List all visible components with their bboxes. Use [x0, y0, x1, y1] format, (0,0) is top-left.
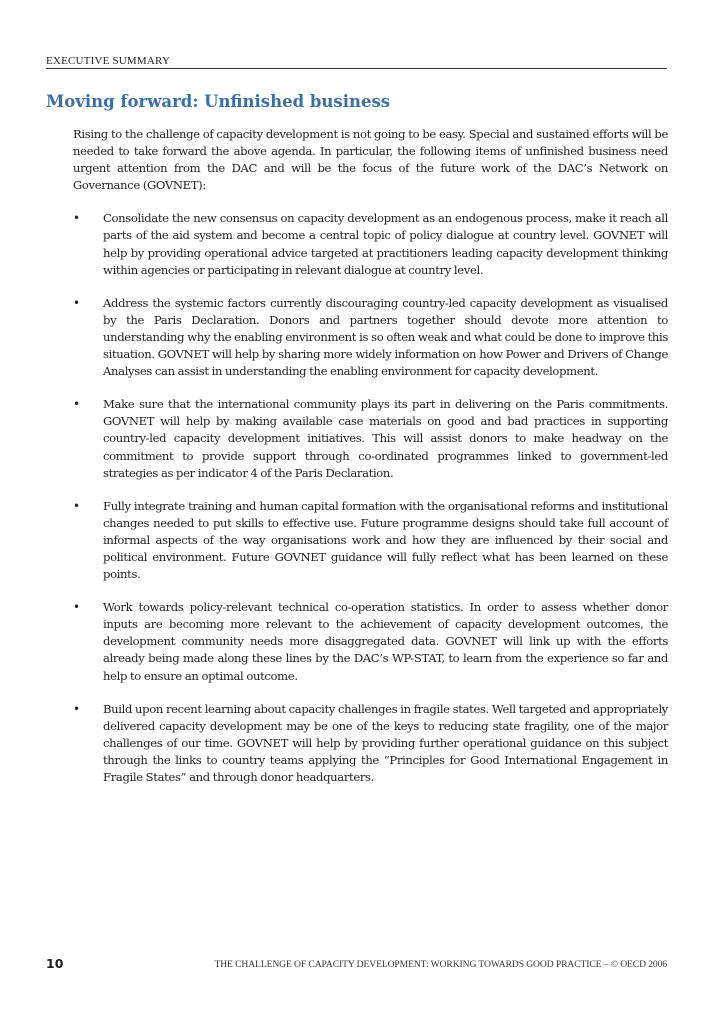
intro-paragraph: Rising to the challenge of capacity development is not going to be easy. Special and sustained efforts will be needed to take forward the above agenda. In particular, the following items of unfinished business need urgent attention from the DAC and will be the focus of the future work of the DAC’s Network on Governance (GOVNET): [73, 127, 668, 193]
bullet-text: Fully integrate training and human capital formation with the organisational reforms and institutional changes needed to put skills to effective use. Future programme designs should take full account of informal aspects of the way organisations work and how they are influenced by their social and political environment. Future GOVNET guidance will fully reflect what has been learned on these points. [103, 498, 668, 582]
page-heading: Moving forward: Unfinished business [46, 92, 391, 111]
bullet-item [73, 599, 668, 684]
body-content [73, 126, 668, 802]
bullet-text: Make sure that the international community plays its part in delivering on the Paris commitments. GOVNET will help by making available case materials on good and bad practices in supporting country-led capacity development initiatives. This will assist donors to make headway on the commitment to provide support through co-ordinated programmes linked to government-led strategies as per indicator 4 of the Paris Declaration. [103, 397, 668, 480]
footer-publication: THE CHALLENGE OF CAPACITY DEVELOPMENT: WORKING TOWARDS GOOD PRACTICE – © OECD 2006 [214, 959, 667, 970]
bullet-text: Address the systemic factors currently discouraging country-led capacity development as visualised by the Paris Declaration. Donors and partners together should devote more attention to understanding why the enabling environment is so often weak and what could be done to improve this situation. GOVNET will help by sharing more widely information on how Power and Drivers of Change Analyses can assist in understanding the enabling environment for capacity development. [103, 295, 668, 379]
bullet-icon: • [73, 295, 80, 310]
section-label: EXECUTIVE SUMMARY [46, 55, 171, 67]
section-divider [46, 68, 667, 69]
bullet-text: Work towards policy-relevant technical co-operation statistics. In order to assess whether donor inputs are becoming more relevant to the achievement of capacity development outcomes, the development community needs more disaggregated data. GOVNET will link up with the efforts already being made along these lines by the DAC’s WP-STAT, to learn from the experience so far and help to ensure an optimal outcome. [103, 600, 668, 683]
bullet-item [73, 295, 668, 380]
bullet-icon: • [73, 701, 80, 716]
bullet-text: Build upon recent learning about capacity challenges in fragile states. Well targeted and appropriately delivered capacity development may be one of the keys to reducing state fragility, one of the major challenges of our time. GOVNET will help by providing further operational guidance on this subject through the links to country teams applying the “Principles for Good International Engagement in Fragile States” and through donor headquarters. [103, 701, 668, 784]
bullet-icon: • [73, 498, 80, 513]
bullet-list [73, 210, 668, 786]
bullet-icon: • [73, 397, 80, 412]
bullet-item [73, 210, 668, 278]
bullet-item [73, 701, 668, 786]
page-number: 10 [46, 956, 64, 971]
bullet-icon: • [73, 211, 80, 226]
bullet-icon: • [73, 600, 80, 615]
bullet-item [73, 396, 668, 481]
bullet-text: Consolidate the new consensus on capacity development as an endogenous process, make it reach all parts of the aid system and become a central topic of policy dialogue at country level. GOVNET will help by providing operational advice targeted at practitioners leading capacity development thinking within agencies or participating in relevant dialogue at country level. [103, 211, 668, 277]
bullet-item [73, 498, 668, 583]
